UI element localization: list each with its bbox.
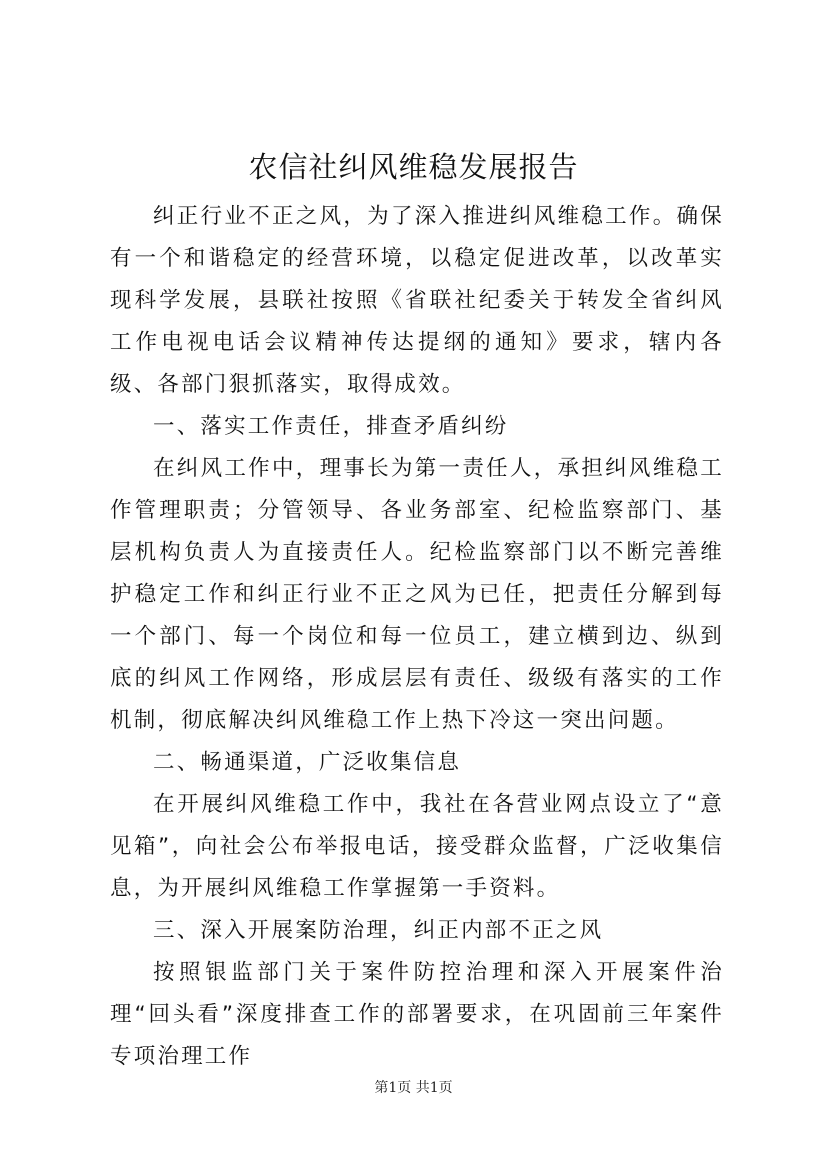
paragraph-intro: 纠正行业不正之风，为了深入推进纠风维稳工作。确保有一个和谐稳定的经营环境，以稳定促进改革，以改革实现科学发展，县联社按照《省联社纪委关于转发全省纠风工作电视电话会议精神传达提纲的通知》要求，辖内各级、各部门狠抓落实，取得成效。 bbox=[110, 204, 724, 397]
document-body bbox=[110, 196, 724, 1078]
document-title: 农信社纠风维稳发展报告 bbox=[248, 150, 579, 184]
paragraph-section-1: 在纠风工作中，理事长为第一责任人，承担纠风维稳工作管理职责；分管领导、各业务部室、纪检监察部门、基层机构负责人为直接责任人。纪检监察部门以不断完善维护稳定工作和纠正行业不正之风为已任，把责任分解到每一个部门、每一个岗位和每一位员工，建立横到边、纵到底的纠风工作网络，形成层层有责任、级级有落实的工作机制，彻底解决纠风维稳工作上热下冷这一突出问题。 bbox=[110, 456, 724, 733]
paragraph-section-3: 按照银监部门关于案件防控治理和深入开展案件治理“回头看”深度排查工作的部署要求，在巩固前三年案件专项治理工作 bbox=[110, 960, 724, 1069]
section-heading-1: 一、落实工作责任，排查矛盾纠纷 bbox=[153, 414, 509, 439]
section-heading-3: 三、深入开展案防治理，纠正内部不正之风 bbox=[153, 918, 604, 943]
paragraph-section-2: 在开展纠风维稳工作中，我社在各营业网点设立了“意见箱”，向社会公布举报电话，接受群众监督，广泛收集信息，为开展纠风维稳工作掌握第一手资料。 bbox=[110, 792, 724, 901]
section-heading-2: 二、畅通渠道，广泛收集信息 bbox=[153, 750, 462, 775]
page-footer: 第1页 共1页 bbox=[374, 1080, 453, 1096]
